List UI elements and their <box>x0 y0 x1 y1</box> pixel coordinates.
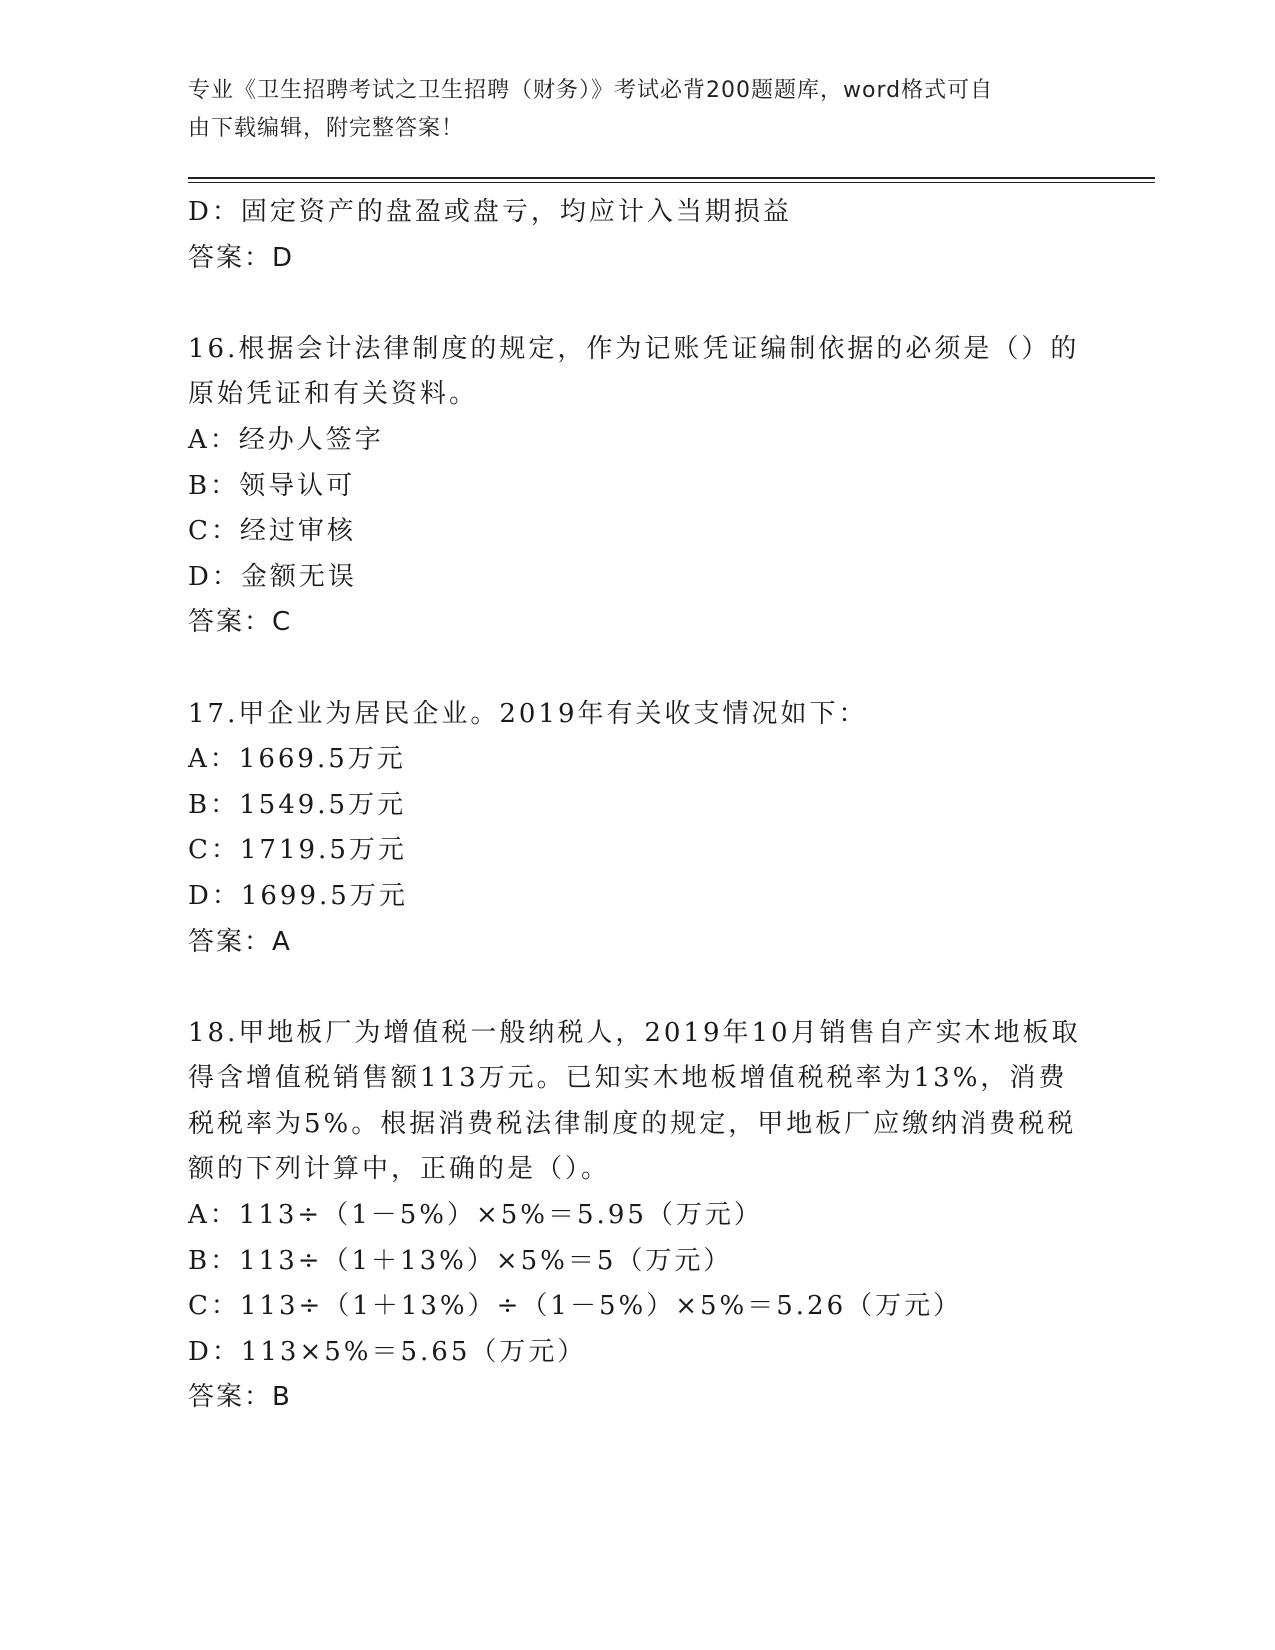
question-18-option-a: A：113÷（1－5%）×5%＝5.95（万元） <box>188 1200 763 1231</box>
question-16-answer: 答案：C <box>188 607 293 638</box>
header-divider-thin <box>188 182 1155 183</box>
spacer <box>188 646 1088 692</box>
question-18-option-c: C：113÷（1＋13%）÷（1－5%）×5%＝5.26（万元） <box>188 1291 963 1322</box>
spacer <box>188 281 1088 327</box>
question-16 <box>188 327 1088 646</box>
question-17-option-d: D：1699.5万元 <box>188 880 408 911</box>
question-15 <box>188 190 1088 281</box>
question-17-text-line-1: 17.甲企业为居民企业。2019年有关收支情况如下： <box>188 698 868 729</box>
header-line-1: 专业《卫生招聘考试之卫生招聘（财务）》考试必背200题题库，word格式可自 <box>188 78 994 103</box>
question-16-text-line-2: 原始凭证和有关资料。 <box>188 379 479 410</box>
question-17 <box>188 692 1088 966</box>
header-line-2: 由下载编辑，附完整答案！ <box>188 116 465 141</box>
header-divider-thick <box>188 177 1155 179</box>
question-18-text-line-3: 税税率为5%。根据消费税法律制度的规定，甲地板厂应缴纳消费税税 <box>188 1108 1077 1139</box>
spacer <box>188 965 1088 1011</box>
question-18-option-d: D：113×5%＝5.65（万元） <box>188 1336 587 1367</box>
question-18-text-line-4: 额的下列计算中，正确的是（）。 <box>188 1154 611 1185</box>
question-18-text-line-1: 18.甲地板厂为增值税一般纳税人，2019年10月销售自产实木地板取 <box>188 1017 1081 1048</box>
question-18 <box>188 1011 1088 1421</box>
question-17-option-b: B：1549.5万元 <box>188 789 407 820</box>
question-15-option-d: D：固定资产的盘盈或盘亏，均应计入当期损益 <box>188 197 792 227</box>
question-16-option-a: A：经办人签字 <box>188 424 384 455</box>
question-17-option-c: C：1719.5万元 <box>188 835 407 866</box>
question-18-text-line-2: 得含增值税销售额113万元。已知实木地板增值税税率为13%，消费 <box>188 1063 1068 1094</box>
question-16-option-b: B：领导认可 <box>188 470 356 501</box>
question-16-option-d: D：金额无误 <box>188 561 357 592</box>
question-content <box>188 190 1088 1421</box>
question-18-answer: 答案：B <box>188 1382 292 1413</box>
question-17-answer: 答案：A <box>188 926 292 957</box>
question-18-option-b: B：113÷（1＋13%）×5%＝5（万元） <box>188 1245 733 1276</box>
question-15-answer: 答案：D <box>188 242 295 273</box>
question-16-option-c: C：经过审核 <box>188 516 356 547</box>
question-16-text-line-1: 16.根据会计法律制度的规定，作为记账凭证编制依据的必须是（）的 <box>188 333 1080 364</box>
document-header <box>188 72 1078 148</box>
question-17-option-a: A：1669.5万元 <box>188 744 406 775</box>
